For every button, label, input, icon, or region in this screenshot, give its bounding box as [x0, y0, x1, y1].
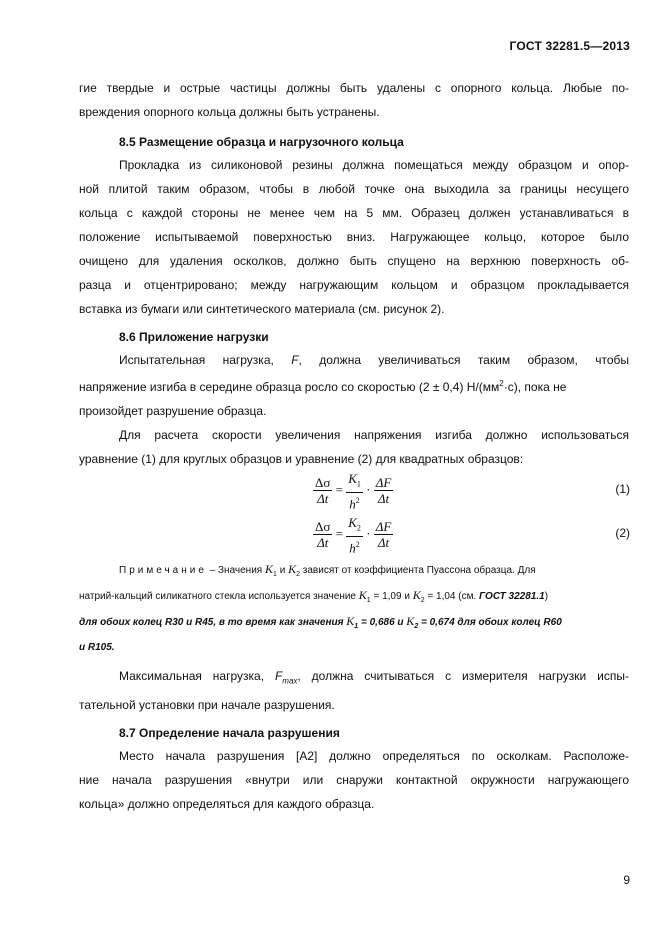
multiply-dot: · — [366, 525, 371, 541]
variable-h: h — [349, 539, 356, 555]
text-line: тательной установки при начале разрушения. — [79, 698, 335, 713]
section-8-7-body — [79, 744, 629, 816]
note-line: и R105. — [79, 642, 115, 653]
text-line: произойдет разрушение образца. — [79, 404, 267, 418]
fraction — [374, 519, 394, 550]
numerator: Δσ — [315, 475, 331, 491]
subscript: 1 — [273, 571, 277, 578]
text-line — [79, 372, 629, 399]
intro-paragraph — [79, 76, 629, 124]
text-line: Прокладка из силиконовой резины должна помещаться между образцом и опор- — [119, 158, 629, 172]
variable-F: F — [291, 353, 299, 367]
subscript: 2 — [414, 623, 419, 630]
text-fragment: , должна считываться с измерителя нагрузки испы- — [297, 669, 629, 683]
text-fragment: зависят от коэффициента Пуассона образца. Для — [300, 565, 536, 576]
denominator: Δt — [377, 491, 390, 507]
multiply-dot: · — [366, 481, 371, 497]
subscript: 2 — [420, 597, 425, 604]
section-heading-8-5: 8.5 Размещение образца и нагрузочного кольца — [119, 135, 404, 149]
subscript: 2 — [356, 523, 361, 533]
variable-K: K — [265, 562, 274, 576]
text-line: вставка из бумаги или синтетического материала (см. рисунок 2). — [79, 302, 445, 316]
denominator: Δt — [317, 535, 329, 551]
text-line: вреждения опорного кольца должны быть устранены. — [79, 105, 380, 119]
text-line: очищено для удаления осколков, должно быть спущено на верхнюю поверхность об- — [79, 254, 629, 268]
section-heading-8-6: 8.6 Приложение нагрузки — [119, 330, 269, 344]
text-line: разца и отцентрировано; между нагружающим кольцом и образцом прокладывается — [79, 278, 629, 292]
text-line: кольца» должно определяться для каждого образца. — [79, 797, 375, 811]
note-line — [79, 585, 629, 611]
text-line: Для расчета скорости увеличения напряжения изгиба должно использоваться — [119, 428, 629, 442]
variable-K: K — [346, 614, 355, 628]
fraction — [313, 475, 332, 506]
subscript: max — [282, 676, 298, 686]
superscript: 2 — [499, 379, 504, 388]
text-line — [79, 348, 629, 372]
text-fragment: ·с), пока не — [503, 380, 567, 394]
text-fragment: и — [276, 565, 289, 576]
text-line: ной плитой таким образом, чтобы в любой точке она выходила за границы несущего — [79, 182, 629, 196]
fraction — [346, 471, 363, 511]
equals-sign: = — [335, 525, 343, 541]
subscript: 1 — [356, 479, 361, 489]
text-fragment: = 1,04 (см. — [424, 591, 480, 602]
text-line: ние начала разрушения «внутри или снаружи контактной окружности нагружающего — [79, 773, 629, 787]
subscript: 1 — [354, 623, 359, 630]
subscript: 2 — [296, 571, 300, 578]
note-line — [79, 559, 629, 585]
document-header: ГОСТ 32281.5—2013 — [509, 39, 630, 53]
text-line: положение испытываемой поверхностью вниз. Нагружающее кольцо, которое было — [79, 230, 629, 244]
text-line: уравнение (1) для круглых образцов и уравнение (2) для квадратных образцов: — [79, 452, 524, 466]
variable-K: K — [288, 562, 297, 576]
text-fragment: Испытательная нагрузка, — [119, 353, 292, 367]
numerator — [346, 515, 363, 537]
text-fragment: ) — [544, 591, 549, 602]
page-number: 9 — [623, 873, 630, 887]
text-fragment: для обоих колец R30 и R45, в то время как значения — [79, 617, 347, 628]
fraction — [346, 515, 363, 555]
note-block — [79, 559, 629, 658]
section-heading-8-7: 8.7 Определение начала разрушения — [119, 726, 340, 740]
superscript: 2 — [355, 495, 360, 505]
text-fragment: = 1,09 и — [370, 591, 413, 602]
variable-K: K — [348, 471, 357, 486]
numerator: ΔF — [375, 519, 392, 535]
subscript: 1 — [366, 597, 371, 604]
text-fragment: = 0,674 для обоих колец R60 — [418, 617, 562, 628]
variable-K: K — [358, 588, 367, 602]
formula-1 — [313, 471, 393, 511]
equals-sign: = — [335, 481, 343, 497]
denominator: Δt — [377, 535, 390, 551]
variable-K: K — [348, 515, 357, 530]
superscript: 2 — [355, 539, 360, 549]
text-fragment: – Значения — [206, 565, 265, 576]
text-fragment: = 0,686 и — [358, 617, 407, 628]
section-8-5-body — [79, 153, 629, 321]
denominator: Δt — [317, 491, 329, 507]
numerator: Δσ — [315, 519, 331, 535]
equation-number-2: (2) — [615, 526, 630, 540]
text-fragment: натрий-кальций силикатного стекла используется значение — [79, 591, 359, 602]
text-line: гие твердые и острые частицы должны быть удалены с опорного кольца. Любые по- — [79, 81, 629, 95]
text-line: кольца с каждой стороны не менее чем на 5 мм. Образец должен устанавливаться в — [79, 206, 629, 220]
text-fragment: , должна увеличиваться таким образом, чтобы — [298, 353, 629, 367]
text-line: Место начала разрушения [А2] должно определяться по осколкам. Расположе- — [119, 749, 629, 763]
variable-h: h — [349, 495, 356, 511]
text-fragment: напряжение изгиба в середине образца росло со скоростью (2 ± 0,4) Н/(мм — [79, 380, 500, 394]
fraction — [313, 519, 332, 550]
denominator — [346, 493, 363, 511]
standard-reference: ГОСТ 32281.1 — [479, 591, 545, 602]
formula-2 — [313, 515, 393, 555]
text-line — [79, 664, 629, 693]
equation-number-1: (1) — [615, 482, 630, 496]
fraction — [374, 475, 394, 506]
numerator — [346, 471, 363, 493]
note-line — [79, 611, 629, 637]
variable-K: K — [406, 614, 415, 628]
text-fragment: Максимальная нагрузка, — [119, 669, 275, 683]
variable-K: K — [412, 588, 421, 602]
numerator: ΔF — [375, 475, 392, 491]
denominator — [346, 537, 363, 555]
variable-F: F — [274, 669, 283, 683]
max-load-paragraph — [79, 664, 629, 717]
note-label: Примечание — [119, 565, 207, 576]
section-8-6-body — [79, 348, 629, 471]
